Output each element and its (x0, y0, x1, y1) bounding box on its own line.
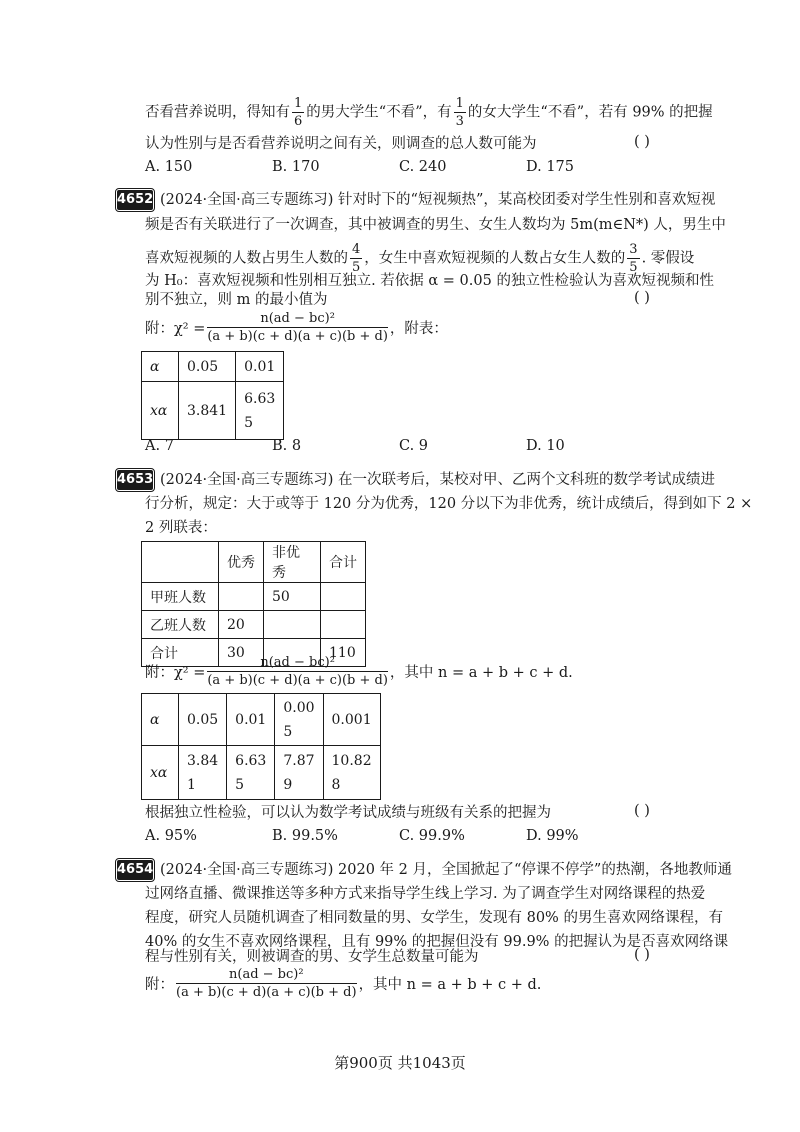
fraction: $\frac{\text{n(ad − bc)²}}{(a + b)(c + d)(a + c)(b + d)}$ (207, 655, 388, 688)
q4653-question: 根据独立性检验，可以认为数学考试成绩与班级有关系的把握为 (145, 805, 551, 821)
q4652-line-5: 别不独立，则 m 的最小值为 (145, 292, 328, 308)
option-b: B. 170 (272, 159, 320, 175)
fraction: $\frac{4}{5}$ (352, 242, 361, 275)
answer-paren: ( ) (634, 134, 650, 150)
table-cell: 6.63 5 (236, 382, 284, 440)
option-c: C. 9 (399, 438, 429, 454)
chi-square-formula (145, 312, 448, 343)
table-cell: 10.82 8 (323, 746, 380, 800)
option-a: A. 150 (145, 159, 193, 175)
q4653-line-1: (2024·全国·高三专题练习) 在一次联考后，某校对甲、乙两个文科班的数学考试成绩进 (160, 472, 716, 488)
option-c: C. 99.9% (399, 828, 465, 844)
question-number-badge: 4652 (117, 190, 153, 210)
text: 的女大学生“不看”，若有 99% 的把握 (467, 104, 713, 121)
table-cell (142, 542, 219, 583)
fraction: $\frac{\text{n(ad − bc)²}}{(a + b)(c + d)(a + c)(b + d)}$ (176, 967, 357, 1000)
text: ，女生中喜欢短视频的人数占女生人数的 (364, 250, 626, 267)
option-c: C. 240 (399, 159, 447, 175)
intro-line-2: 认为性别与是否看营养说明之间有关，则调查的总人数可能为 (145, 136, 537, 152)
fraction: $\frac{\text{n(ad − bc)²}}{(a + b)(c + d)(a + c)(b + d)}$ (207, 311, 388, 344)
table-cell: 20 (219, 611, 264, 639)
table-cell: α (142, 694, 179, 746)
table-cell: 7.87 9 (275, 746, 323, 800)
table-cell: xα (142, 382, 179, 440)
question-number-badge: 4654 (117, 860, 153, 880)
critical-value-table (141, 693, 381, 800)
table-cell: 乙班人数 (142, 611, 219, 639)
table-cell: 合计 (321, 542, 366, 583)
table-cell: 3.841 (179, 382, 236, 440)
table-cell: 非优秀 (264, 542, 321, 583)
table-cell: 甲班人数 (142, 583, 219, 611)
table-cell: 合计 (142, 639, 219, 667)
option-a: A. 7 (145, 438, 174, 454)
q4652-line-2: 频是否有关联进行了一次调查，其中被调查的男生、女生人数均为 5m(m∈N*) 人，男生中 (145, 217, 726, 233)
table-cell: 0.001 (323, 694, 380, 746)
table-cell: 优秀 (219, 542, 264, 583)
table-cell (219, 583, 264, 611)
fraction: $\frac{1}{3}$ (455, 96, 464, 129)
question-number-badge: 4653 (117, 470, 153, 490)
option-d: D. 10 (526, 438, 565, 454)
q4653-line-2: 行分析，规定：大于或等于 120 分为优秀，120 分以下为非优秀，统计成绩后，得到如下 2 × (145, 496, 753, 512)
table-cell: 6.63 5 (227, 746, 275, 800)
text: 的男大学生“不看”，有 (306, 104, 452, 121)
answer-paren: ( ) (634, 947, 650, 963)
table-cell: 0.05 (179, 694, 227, 746)
text: ，其中 n = a + b + c + d. (358, 977, 542, 993)
text: . 零假设 (641, 250, 695, 267)
critical-value-table (141, 351, 284, 440)
table-cell (321, 583, 366, 611)
text: ，附表： (389, 321, 448, 337)
table-cell: 0.00 5 (275, 694, 323, 746)
table-cell: 3.84 1 (179, 746, 227, 800)
page-footer: 第900页 共1043页 (334, 1054, 466, 1072)
table-cell (264, 611, 321, 639)
q4654-line-1: (2024·全国·高三专题练习) 2020 年 2 月，全国掀起了“停课不停学”的热潮，各地教师通 (160, 862, 732, 878)
text: 附：χ² = (145, 321, 206, 337)
table-cell: xα (142, 746, 179, 800)
fraction: $\frac{3}{5}$ (629, 242, 638, 275)
q4654-line-3: 程度，研究人员随机调查了相同数量的男、女学生，发现有 80% 的男生喜欢网络课程，有 (145, 910, 723, 926)
text: ，其中 n = a + b + c + d. (389, 665, 573, 681)
option-d: D. 175 (526, 159, 575, 175)
intro-line-1 (145, 97, 713, 128)
table-cell (321, 611, 366, 639)
table-cell: 110 (321, 639, 366, 667)
q4654-line-2: 过网络直播、微课推送等多种方式来指导学生线上学习. 为了调查学生对网络课程的热爱 (145, 886, 706, 902)
option-a: A. 95% (145, 828, 197, 844)
text: 附： (145, 977, 174, 993)
table-cell: 0.05 (179, 352, 236, 382)
q4652-line-3 (145, 243, 694, 274)
table-cell: 0.01 (236, 352, 284, 382)
option-b: B. 99.5% (272, 828, 338, 844)
text: 喜欢短视频的人数占男生人数的 (145, 250, 348, 267)
table-cell: α (142, 352, 179, 382)
option-b: B. 8 (272, 438, 302, 454)
chi-square-formula (145, 656, 573, 687)
q4652-line-4: 为 H₀：喜欢短视频和性别相互独立. 若依据 α = 0.05 的独立性检验认为喜欢短视频和性 (145, 273, 714, 289)
q4653-line-3: 2 列联表： (145, 520, 217, 536)
contingency-table (141, 541, 366, 667)
q4654-line-5: 程与性别有关，则被调查的男、女学生总数量可能为 (145, 949, 479, 965)
q4654-line-4: 40% 的女生不喜欢网络课程，且有 99% 的把握但没有 99.9% 的把握认为是否喜欢网络课 (145, 934, 729, 950)
text: 否看营养说明，得知有 (145, 104, 290, 121)
fraction: $\frac{1}{6}$ (294, 96, 303, 129)
option-d: D. 99% (526, 828, 579, 844)
chi-square-formula (145, 968, 541, 999)
table-cell: 0.01 (227, 694, 275, 746)
text: 附：χ² = (145, 665, 206, 681)
q4652-line-1: (2024·全国·高三专题练习) 针对时下的“短视频热”，某高校团委对学生性别和喜欢短视 (160, 192, 716, 208)
answer-paren: ( ) (634, 803, 650, 819)
answer-paren: ( ) (634, 290, 650, 306)
table-cell: 50 (264, 583, 321, 611)
table-cell: 30 (219, 639, 264, 667)
